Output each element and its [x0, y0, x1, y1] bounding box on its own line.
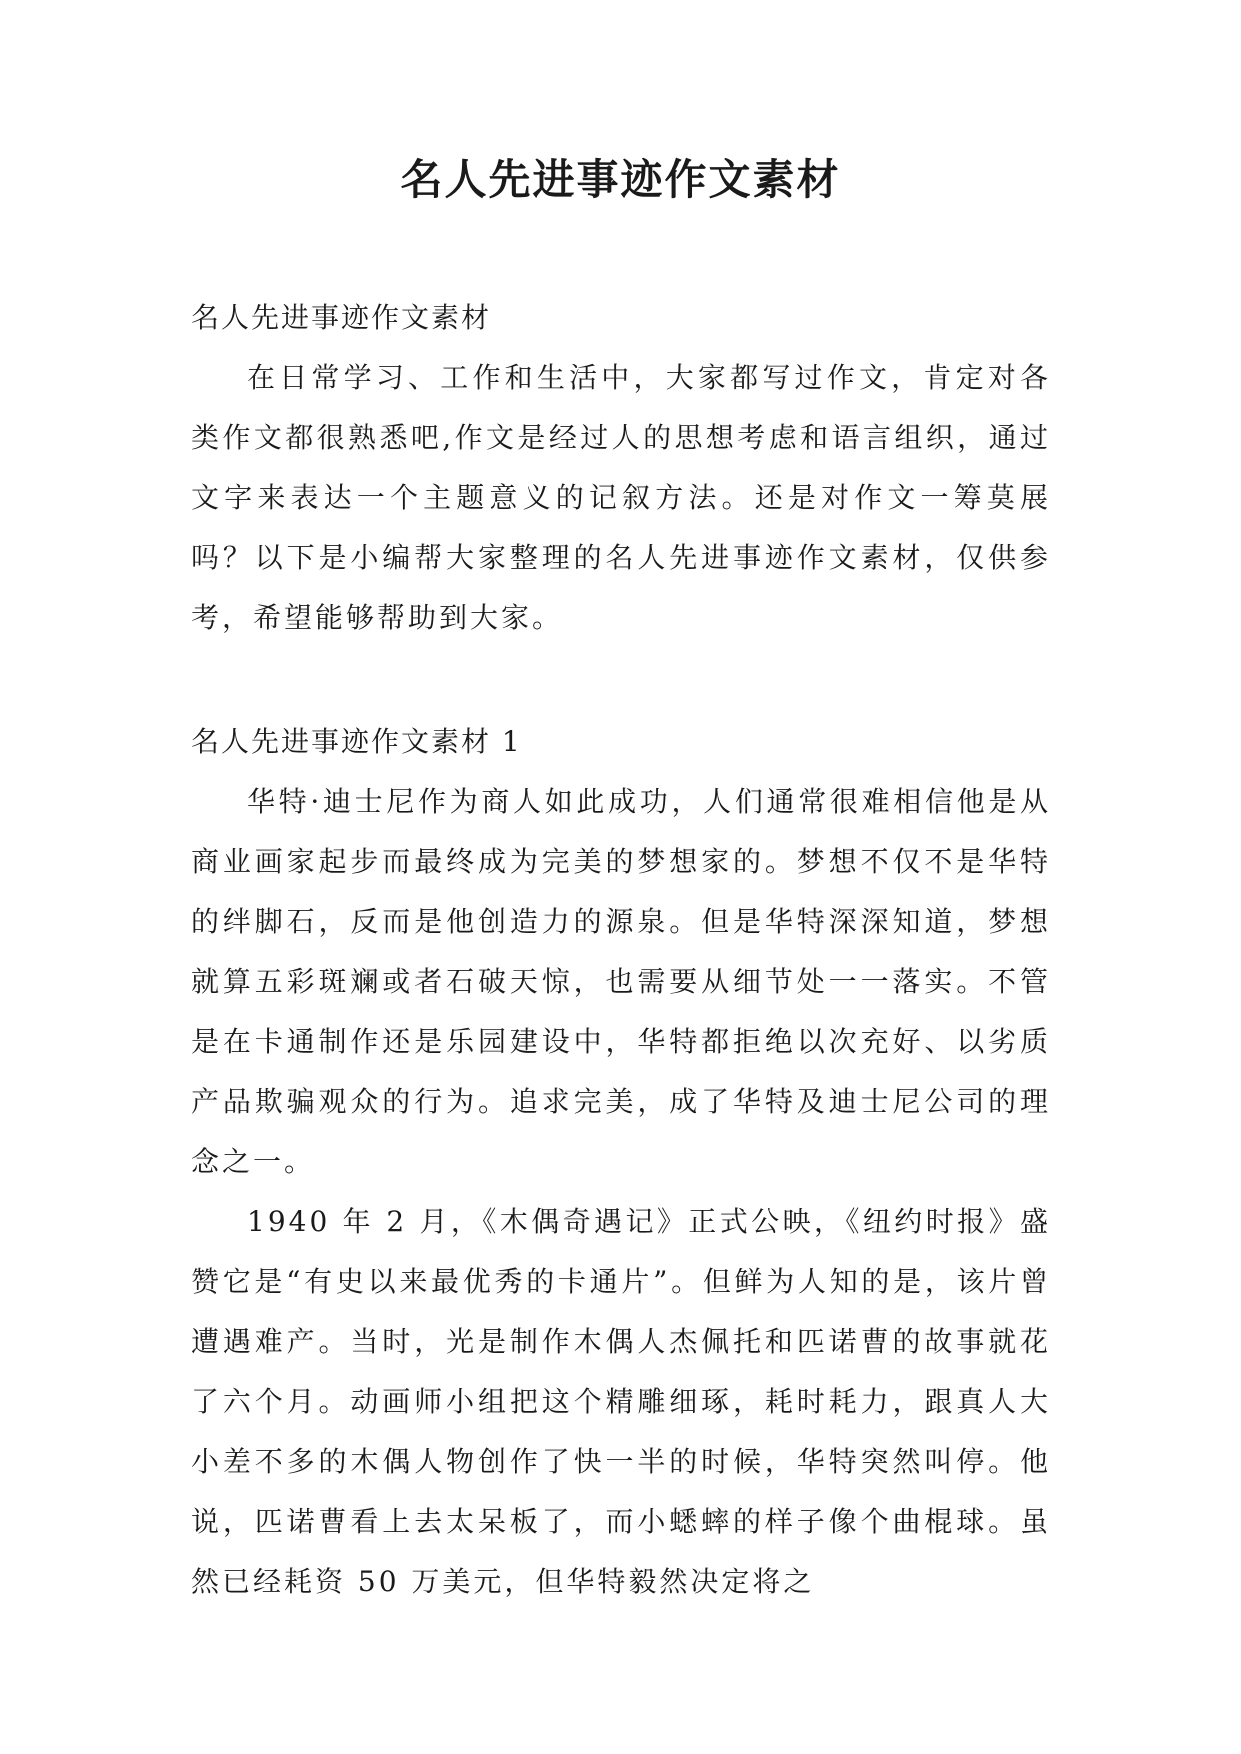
document-body [191, 288, 1051, 1612]
section-spacer [191, 648, 1051, 712]
intro-heading: 名人先进事迹作文素材 [191, 301, 492, 334]
document-title: 名人先进事迹作文素材 [400, 155, 841, 204]
section-1-paragraph-2: 1940 年 2 月，《木偶奇遇记》正式公映，《纽约时报》盛赞它是“有史以来最优秀的卡通片”。但鲜为人知的是，该片曾遭遇难产。当时，光是制作木偶人杰佩托和匹诺曹的故事就花了六个月。动画师小组把这个精雕细琢，耗时耗力，跟真人大小差不多的木偶人物创作了快一半的时候，华特突然叫停。他说，匹诺曹看上去太呆板了，而小蟋蟀的样子像个曲棍球。虽然已经耗资 50 万美元，但华特毅然决定将之 [191, 1205, 1051, 1598]
section-1-heading: 名人先进事迹作文素材 1 [191, 725, 522, 758]
section-1-paragraph-1: 华特·迪士尼作为商人如此成功，人们通常很难相信他是从商业画家起步而最终成为完美的梦想家的。梦想不仅不是华特的绊脚石，反而是他创造力的源泉。但是华特深深知道，梦想就算五彩斑斓或者石破天惊，也需要从细节处一一落实。不管是在卡通制作还是乐园建设中，华特都拒绝以次充好、以劣质产品欺骗观众的行为。追求完美，成了华特及迪士尼公司的理念之一。 [191, 785, 1051, 1178]
intro-paragraph: 在日常学习、工作和生活中，大家都写过作文，肯定对各类作文都很熟悉吧,作文是经过人的思想考虑和语言组织，通过文字来表达一个主题意义的记叙方法。还是对作文一筹莫展吗？以下是小编帮大家整理的名人先进事迹作文素材，仅供参考，希望能够帮助到大家。 [191, 361, 1051, 634]
